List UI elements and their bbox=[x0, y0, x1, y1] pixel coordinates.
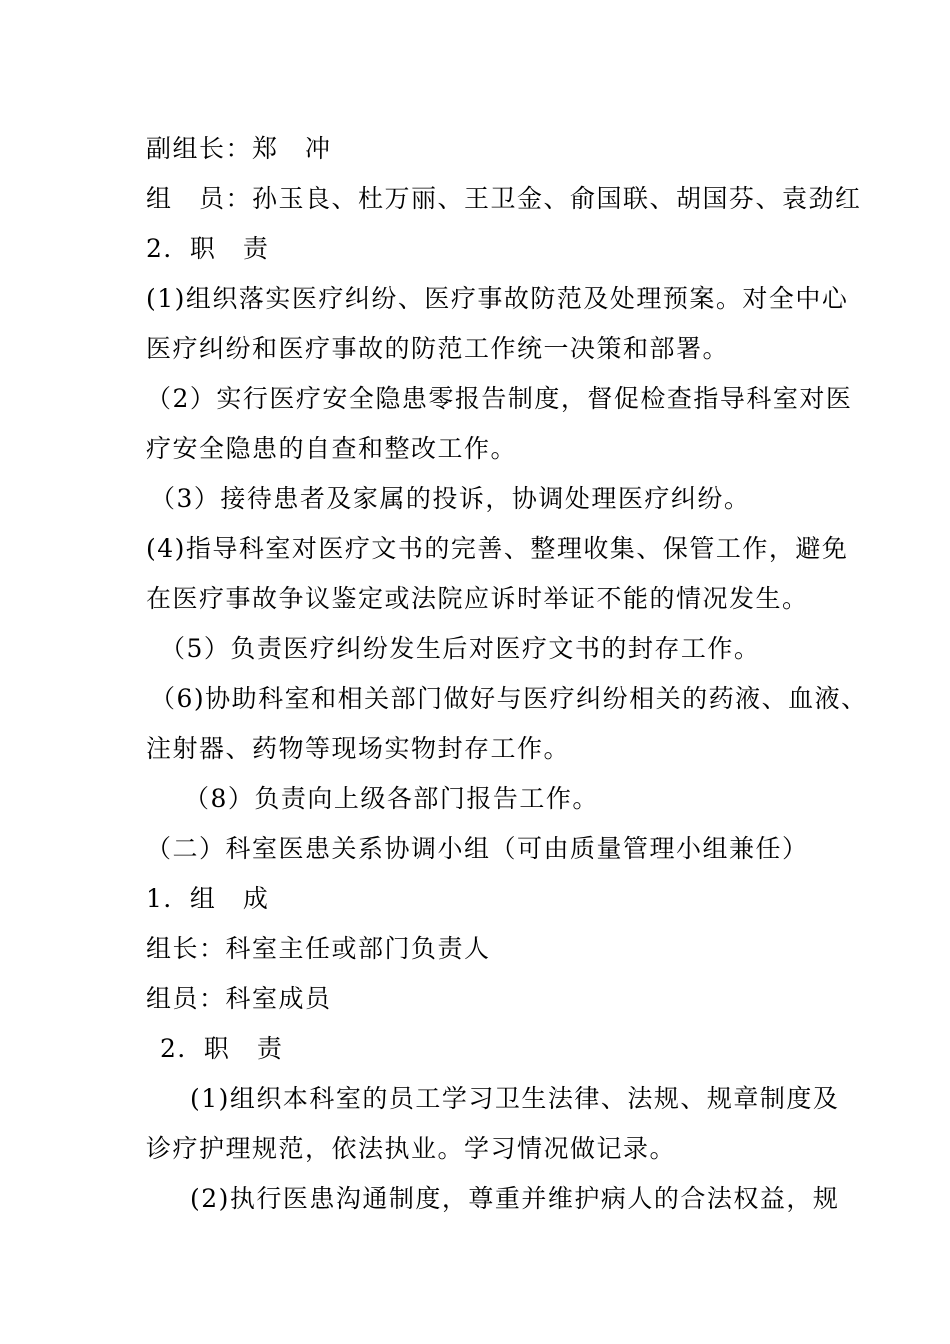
text-line-heading-duties-2: 2．职 责 bbox=[160, 1034, 284, 1063]
text-line-duty-6b: 注射器、药物等现场实物封存工作。 bbox=[146, 734, 571, 763]
text-line-duty-2a: （2）实行医疗安全隐患零报告制度，督促检查指导科室对医 bbox=[146, 384, 853, 413]
text-line-heading-composition: 1．组 成 bbox=[146, 884, 270, 913]
text-line-section-heading: （二）科室医患关系协调小组（可由质量管理小组兼任） bbox=[146, 834, 809, 863]
text-line-duty-5: （5）负责医疗纠纷发生后对医疗文书的封存工作。 bbox=[160, 634, 761, 663]
text-line-duty-2b: 疗安全隐患的自查和整改工作。 bbox=[146, 434, 518, 463]
text-line-members: 组 员：孙玉良、杜万丽、王卫金、俞国联、胡国芬、袁劲红 bbox=[146, 184, 862, 213]
text-line-group-leader: 组长：科室主任或部门负责人 bbox=[146, 934, 491, 963]
text-line-duty-8: （8）负责向上级各部门报告工作。 bbox=[184, 784, 599, 813]
text-line-section-duty-2a: (2)执行医患沟通制度，尊重并维护病人的合法权益，规 bbox=[190, 1184, 840, 1213]
text-line-duty-1b: 医疗纠纷和医疗事故的防范工作统一决策和部署。 bbox=[146, 334, 730, 363]
text-line-section-duty-1b: 诊疗护理规范，依法执业。学习情况做记录。 bbox=[146, 1134, 677, 1163]
text-line-duty-4b: 在医疗事故争议鉴定或法院应诉时举证不能的情况发生。 bbox=[146, 584, 809, 613]
text-line-section-duty-1a: (1)组织本科室的员工学习卫生法律、法规、规章制度及 bbox=[190, 1084, 840, 1113]
text-line-heading-duties: 2．职 责 bbox=[146, 234, 270, 263]
text-line-group-members: 组员：科室成员 bbox=[146, 984, 332, 1013]
text-line-duty-1a: (1)组织落实医疗纠纷、医疗事故防范及处理预案。对全中心 bbox=[146, 284, 849, 313]
text-line-duty-3: （3）接待患者及家属的投诉，协调处理医疗纠纷。 bbox=[150, 484, 751, 513]
text-line-vice-leader: 副组长：郑 冲 bbox=[146, 134, 332, 163]
text-line-duty-6a: （6)协助科室和相关部门做好与医疗纠纷相关的药液、血液、 bbox=[150, 684, 868, 713]
text-line-duty-4a: (4)指导科室对医疗文书的完善、整理收集、保管工作，避免 bbox=[146, 534, 849, 563]
